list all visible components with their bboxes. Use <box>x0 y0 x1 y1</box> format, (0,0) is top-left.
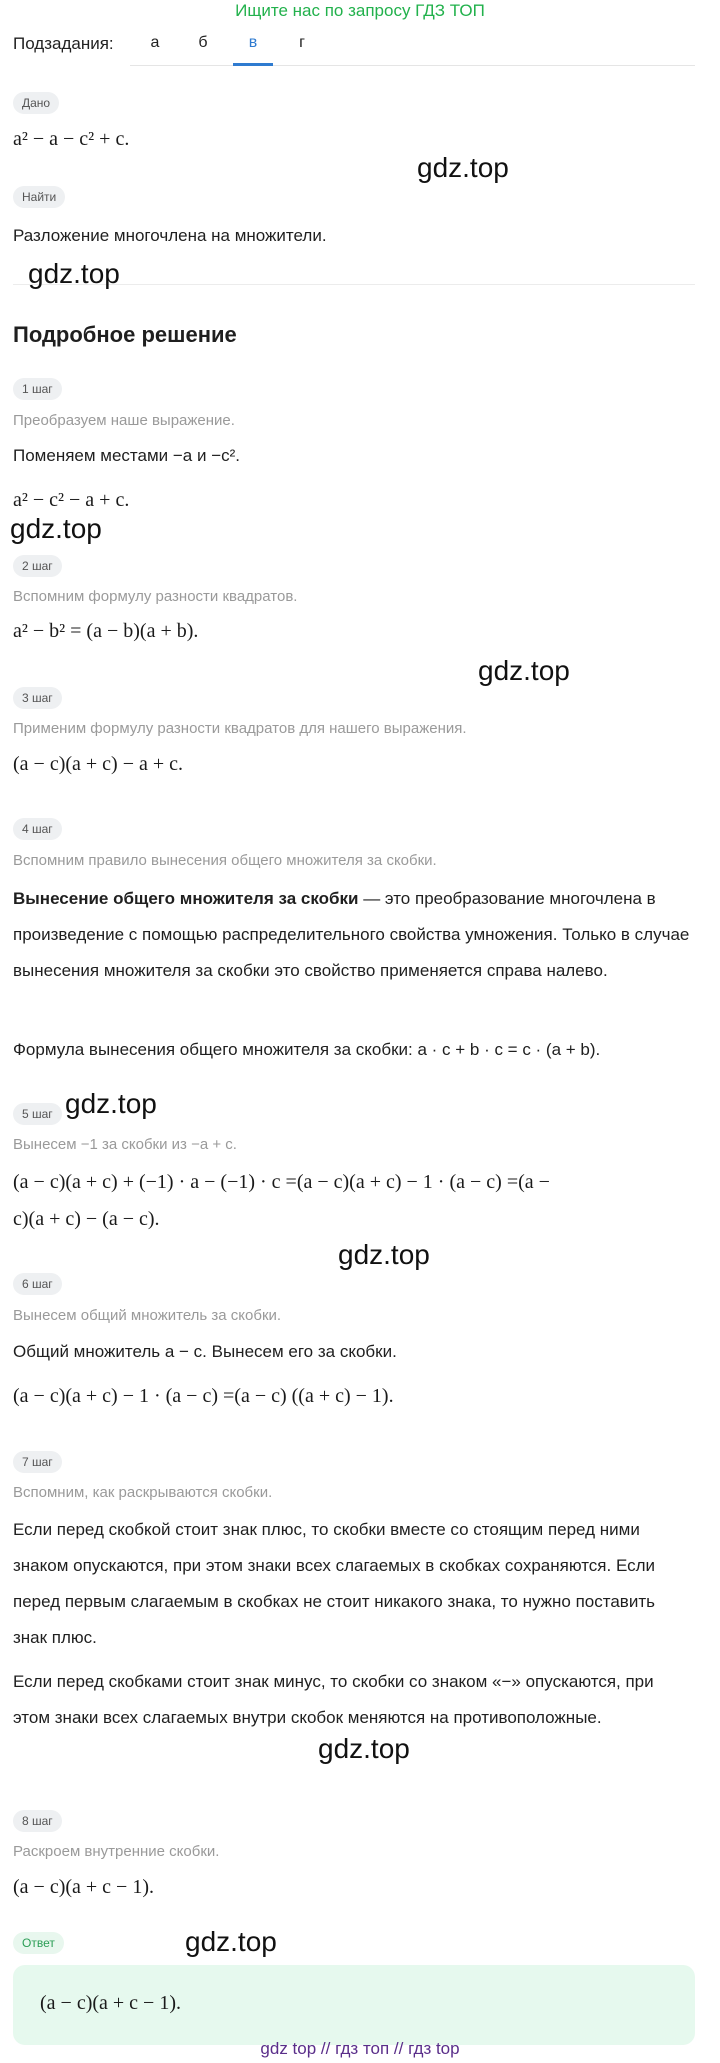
step-expression: a² − c² − a + c. <box>13 489 130 511</box>
step-badge: 2 шаг <box>13 555 62 577</box>
tab-g[interactable]: г <box>299 34 305 51</box>
tab-a[interactable]: а <box>150 34 160 51</box>
step-hint: Вспомним правило вынесения общего множителя за скобки. <box>13 852 437 869</box>
step-expression: (a − c)(a + c) − a + c. <box>13 753 184 775</box>
step-text: Поменяем местами −a и −c². <box>13 446 241 465</box>
watermark: gdz.top <box>185 1926 277 1957</box>
step-badge: 8 шаг <box>13 1810 62 1832</box>
tabs-divider <box>130 65 695 66</box>
step-hint: Вспомним, как раскрываются скобки. <box>13 1484 273 1501</box>
step-hint: Вынесем −1 за скобки из −a + c. <box>13 1136 237 1153</box>
rule-paragraph <box>13 881 693 989</box>
find-text: Разложение многочлена на множители. <box>13 226 327 245</box>
step-expression: (a − c)(a + c) + (−1) · a − (−1) · c =(a − c)(a + c) − 1 · (a − c) =(a − <box>13 1171 550 1193</box>
step-expression: a² − b² = (a − b)(a + b). <box>13 620 199 642</box>
step-hint: Применим формулу разности квадратов для нашего выражения. <box>13 720 467 737</box>
solution-title: Подробное решение <box>13 322 237 347</box>
footer-links[interactable]: gdz top // гдз топ // гдз top <box>260 2039 460 2058</box>
answer-badge: Ответ <box>13 1932 64 1954</box>
step-hint: Раскроем внутренние скобки. <box>13 1843 220 1860</box>
watermark: gdz.top <box>28 258 120 289</box>
watermark: gdz.top <box>65 1088 157 1119</box>
tab-b[interactable]: б <box>198 34 208 51</box>
step-formula: Формула вынесения общего множителя за скобки: a · c + b · c = c · (a + b). <box>13 1040 601 1059</box>
step-expression: (a − c)(a + c) − 1 · (a − c) =(a − c) ((a + c) − 1). <box>13 1385 394 1407</box>
step-hint: Преобразуем наше выражение. <box>13 412 235 429</box>
rule-term: Вынесение общего множителя за скобки <box>13 889 359 908</box>
watermark: gdz.top <box>318 1733 410 1764</box>
given-badge: Дано <box>13 92 59 114</box>
step-expression: (a − c)(a + c − 1). <box>13 1876 154 1898</box>
watermark: gdz.top <box>338 1239 430 1270</box>
watermark: gdz.top <box>478 655 570 686</box>
step-badge: 5 шаг <box>13 1103 62 1125</box>
watermark: gdz.top <box>417 152 509 183</box>
step-badge: 4 шаг <box>13 818 62 840</box>
step-hint: Вынесем общий множитель за скобки. <box>13 1307 282 1324</box>
step-badge: 1 шаг <box>13 378 62 400</box>
find-badge: Найти <box>13 186 65 208</box>
step-expression-cont: c)(a + c) − (a − c). <box>13 1208 160 1230</box>
step-badge: 7 шаг <box>13 1451 62 1473</box>
step-text: Общий множитель a − c. Вынесем его за скобки. <box>13 1342 397 1361</box>
subtasks-label: Подзадания: <box>13 34 114 53</box>
answer-expression: (a − c)(a + c − 1). <box>40 1992 181 2014</box>
watermark: gdz.top <box>10 513 102 544</box>
rule-definition: — это преобразование многочлена в произведение с помощью распределительного свойства умножения. Только в случае вынесения множителя за скобки это свойство применяется справа налево. <box>13 889 690 980</box>
banner-link[interactable]: Ищите нас по запросу ГДЗ ТОП <box>235 1 485 20</box>
step-badge: 6 шаг <box>13 1273 62 1295</box>
rule-paragraph: Если перед скобкой стоит знак плюс, то скобки вместе со стоящим перед ними знаком опускаются, при этом знаки всех слагаемых в скобках сохраняются. Если перед первым слагаемым в скобках не стоит никакого знака, то нужно поставить знак плюс. <box>13 1520 656 1647</box>
rule-paragraph-2: Если перед скобками стоит знак минус, то скобки со знаком «−» опускаются, при этом знаки всех слагаемых внутри скобок меняются на противоположные. <box>13 1672 654 1727</box>
step-hint: Вспомним формулу разности квадратов. <box>13 588 298 605</box>
active-tab-indicator <box>233 63 273 66</box>
step-badge: 3 шаг <box>13 687 62 709</box>
given-expression: a² − a − c² + c. <box>13 128 130 150</box>
tab-v[interactable]: в <box>248 34 258 51</box>
